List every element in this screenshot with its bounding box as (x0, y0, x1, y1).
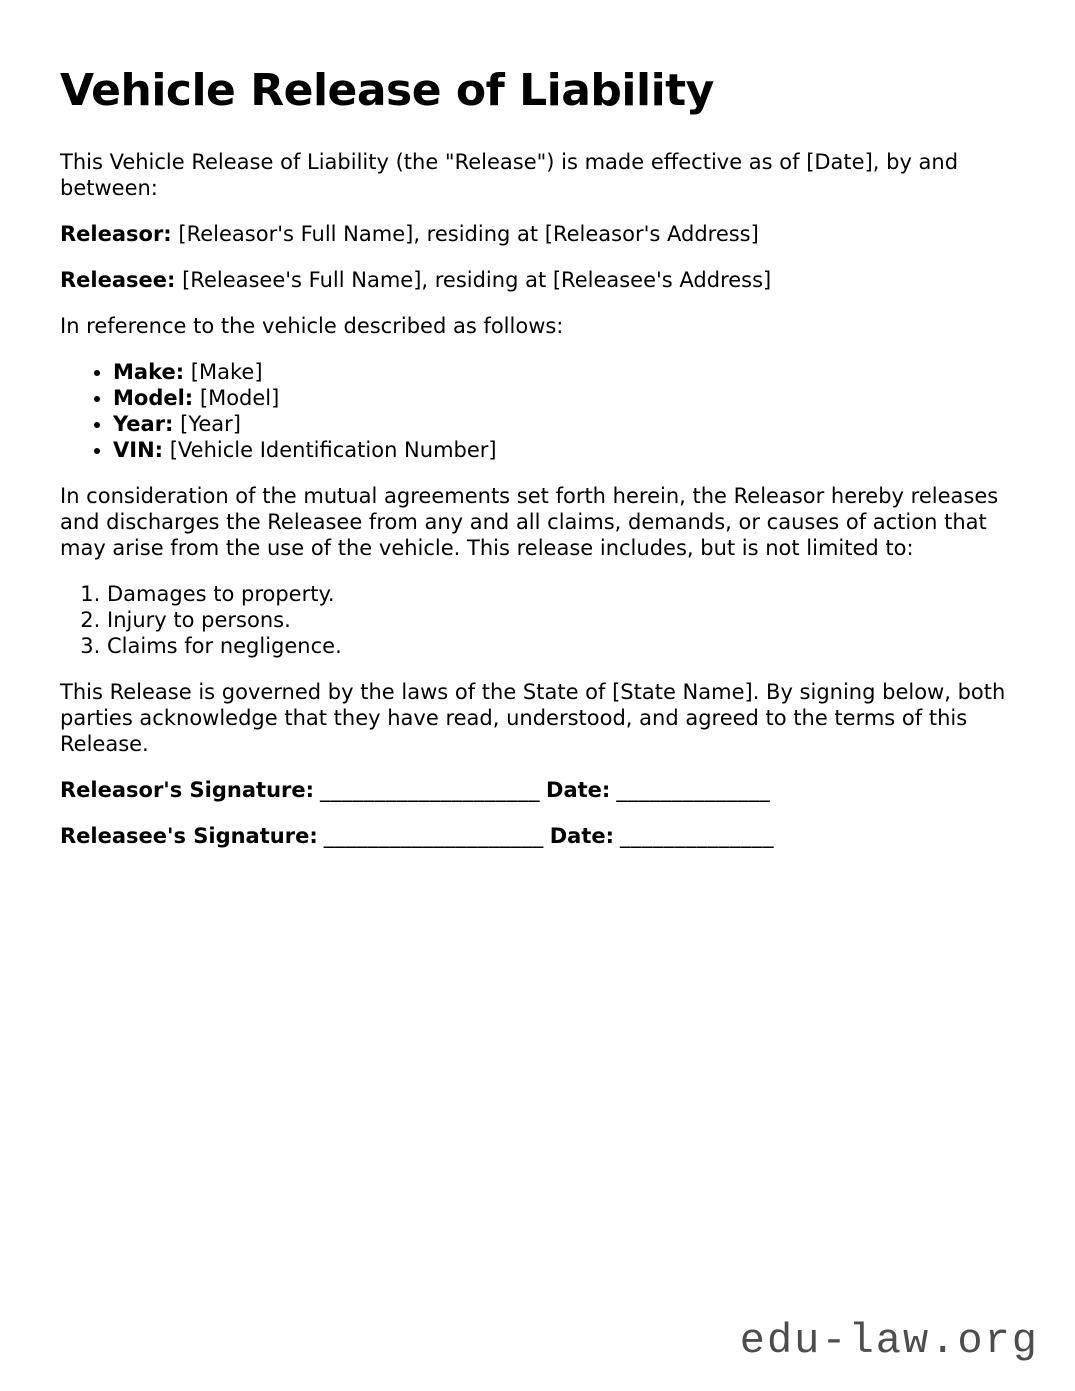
reference-line: In reference to the vehicle described as follows: (60, 313, 564, 338)
releasee-signature-row (60, 823, 1015, 849)
consideration-paragraph: In consideration of the mutual agreements set forth herein, the Releasor hereby releases and discharges the Releasee from any and all claims, demands, or causes of action that may arise from the use of the vehicle. This release includes, but is not limited to: (60, 483, 999, 560)
vehicle-make-label: Make: (113, 359, 185, 384)
vehicle-model-label: Model: (113, 385, 194, 410)
vehicle-year-label: Year: (113, 411, 174, 436)
vehicle-model-item (113, 385, 1015, 411)
releasee-signature-label: Releasee's Signature: (60, 823, 318, 848)
releasee-label: Releasee: (60, 267, 176, 292)
claims-list (60, 581, 1015, 659)
vehicle-make-value: [Make] (184, 359, 263, 384)
intro-paragraph: This Vehicle Release of Liability (the "Release") is made effective as of [Date], by and between: (60, 149, 959, 200)
vehicle-model-value: [Model] (193, 385, 280, 410)
releasor-line (60, 221, 1015, 247)
site-watermark: edu-law.org (739, 1317, 1039, 1365)
vehicle-year-value: [Year] (173, 411, 241, 436)
releasee-line (60, 267, 1015, 293)
vehicle-vin-value: [Vehicle Identification Number] (163, 437, 497, 462)
releasee-signature-blank: ____________________ (323, 823, 544, 848)
vehicle-details-list (60, 359, 1015, 463)
releasor-label: Releasor: (60, 221, 172, 246)
releasee-date-blank: ______________ (620, 823, 775, 848)
releasor-signature-blank: ____________________ (320, 777, 541, 802)
page-title: Vehicle Release of Liability (60, 65, 714, 116)
releasor-date-label: Date: (546, 777, 611, 802)
vehicle-year-item (113, 411, 1015, 437)
vehicle-vin-item (113, 437, 1015, 463)
releasee-text: [Releasee's Full Name], residing at [Releasee's Address] (175, 267, 772, 292)
claim-item-damages: 1. Damages to property. (107, 581, 1015, 607)
releasor-signature-row (60, 777, 1015, 803)
releasor-date-blank: ______________ (616, 777, 771, 802)
releasor-text: [Releasor's Full Name], residing at [Releasor's Address] (171, 221, 759, 246)
releasee-date-label: Date: (549, 823, 615, 848)
releasor-signature-label: Releasor's Signature: (60, 777, 315, 802)
claim-item-negligence: 3. Claims for negligence. (107, 633, 1015, 659)
vehicle-vin-label: VIN: (113, 437, 164, 462)
vehicle-make-item (113, 359, 1015, 385)
claim-item-injury: 2. Injury to persons. (107, 607, 1015, 633)
governing-paragraph: This Release is governed by the laws of the State of [State Name]. By signing below, both parties acknowledge that they have read, understood, and agreed to the terms of this Release. (60, 679, 1006, 756)
